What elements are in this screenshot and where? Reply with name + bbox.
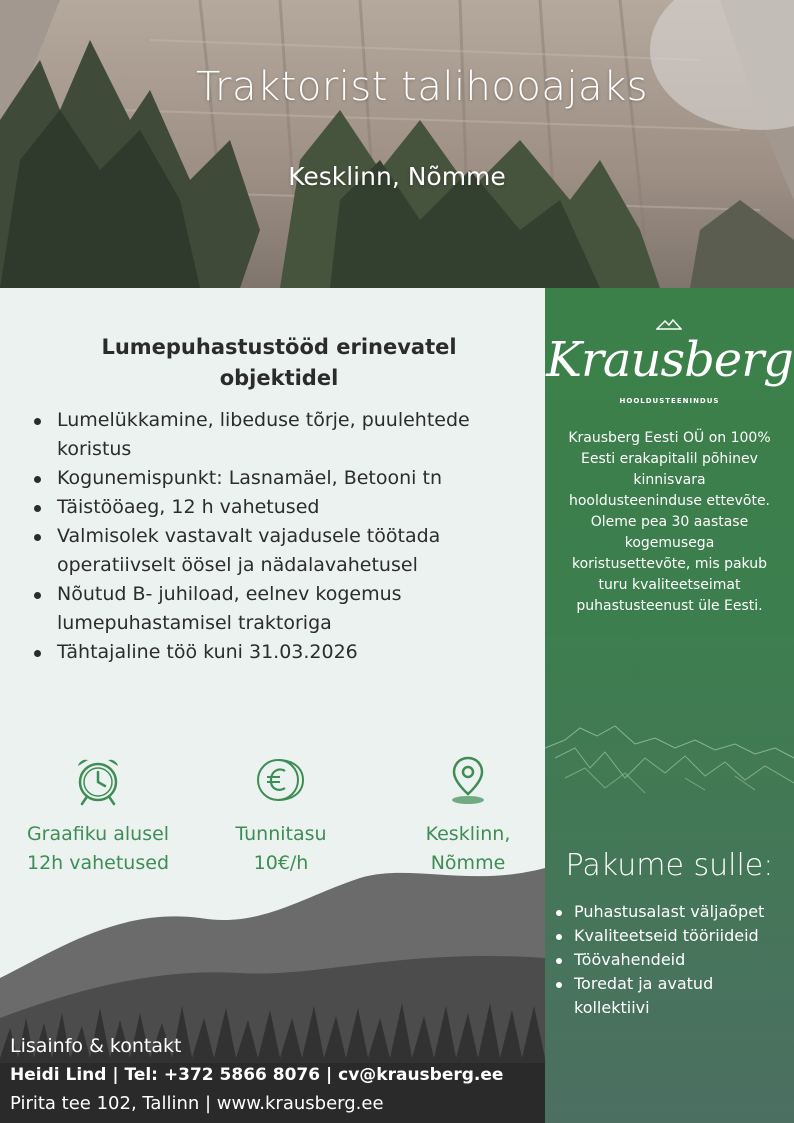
list-item: Töövahendeid — [555, 948, 790, 972]
hero-banner — [0, 0, 794, 288]
feature-value: 10€/h — [253, 852, 309, 874]
list-item: Valmisolek vastavalt vajadusele töötada operatiivselt öösel ja nädalavahetusel — [34, 522, 514, 580]
contact-address: Pirita tee 102, Tallinn | www.krausberg.ee — [10, 1093, 384, 1114]
job-location: Kesklinn, Nõmme — [288, 162, 506, 191]
feature-label: Tunnitasu — [235, 823, 327, 845]
section-heading: Lumepuhastustööd erinevatel objektidel — [101, 335, 457, 390]
contact-details: Heidi Lind | Tel: +372 5866 8076 | cv@krausberg.ee — [10, 1065, 504, 1085]
feature-label: Graafiku alusel — [26, 823, 170, 845]
feature-value: Nõmme — [430, 852, 506, 874]
contact-block — [10, 1032, 503, 1118]
contact-title: Lisainfo & kontakt — [10, 1035, 182, 1057]
feature-wage — [191, 754, 371, 878]
list-item: Nõutud B- juhiload, eelnev kogemus lumepuhastamisel traktoriga — [34, 580, 514, 638]
list-item: Kogunemispunkt: Lasnamäel, Betooni tn — [34, 464, 514, 493]
list-item: Lumelükkamine, libeduse tõrje, puulehtede koristus — [34, 406, 514, 464]
euro-coin-icon — [255, 754, 307, 806]
logo-wordmark: Krausberg — [546, 332, 793, 388]
company-sidebar — [545, 288, 794, 1123]
job-title: Traktorist talihooajaks — [196, 64, 648, 110]
alarm-clock-icon — [72, 754, 124, 806]
list-item: Tähtajaline töö kuni 31.03.2026 — [34, 638, 514, 667]
list-item: Kvaliteetseid tööriideid — [555, 924, 790, 948]
offer-list — [555, 900, 790, 1020]
feature-value: 12h vahetused — [26, 852, 170, 874]
company-description: Krausberg Eesti OÜ on 100% Eesti erakapitalil põhinev kinnisvara hooldusteeninduse ettevõte. Oleme pea 30 aastase kogemusega koristusettevõte, mis pakub turu kvaliteetseimat puhastusteenust üle Eesti. — [568, 430, 771, 614]
feature-schedule — [8, 754, 188, 878]
mountain-peak-icon — [656, 318, 682, 330]
offer-title: Pakume sulle: — [565, 848, 774, 883]
company-logo — [545, 312, 794, 412]
requirements-list — [34, 406, 514, 667]
feature-label: Kesklinn, — [425, 823, 511, 845]
mountain-outline-graphic — [545, 718, 794, 808]
list-item: Toredat ja avatud kollektiivi — [555, 972, 790, 1020]
list-item: Puhastusalast väljaõpet — [555, 900, 790, 924]
hero-mountain-photo — [0, 0, 794, 288]
feature-location — [378, 754, 545, 878]
map-pin-icon — [442, 754, 494, 806]
logo-subtitle: HOOLDUSTEENINDUS — [619, 397, 720, 405]
job-details-panel — [0, 288, 545, 1123]
list-item: Täistööaeg, 12 h vahetused — [34, 493, 514, 522]
